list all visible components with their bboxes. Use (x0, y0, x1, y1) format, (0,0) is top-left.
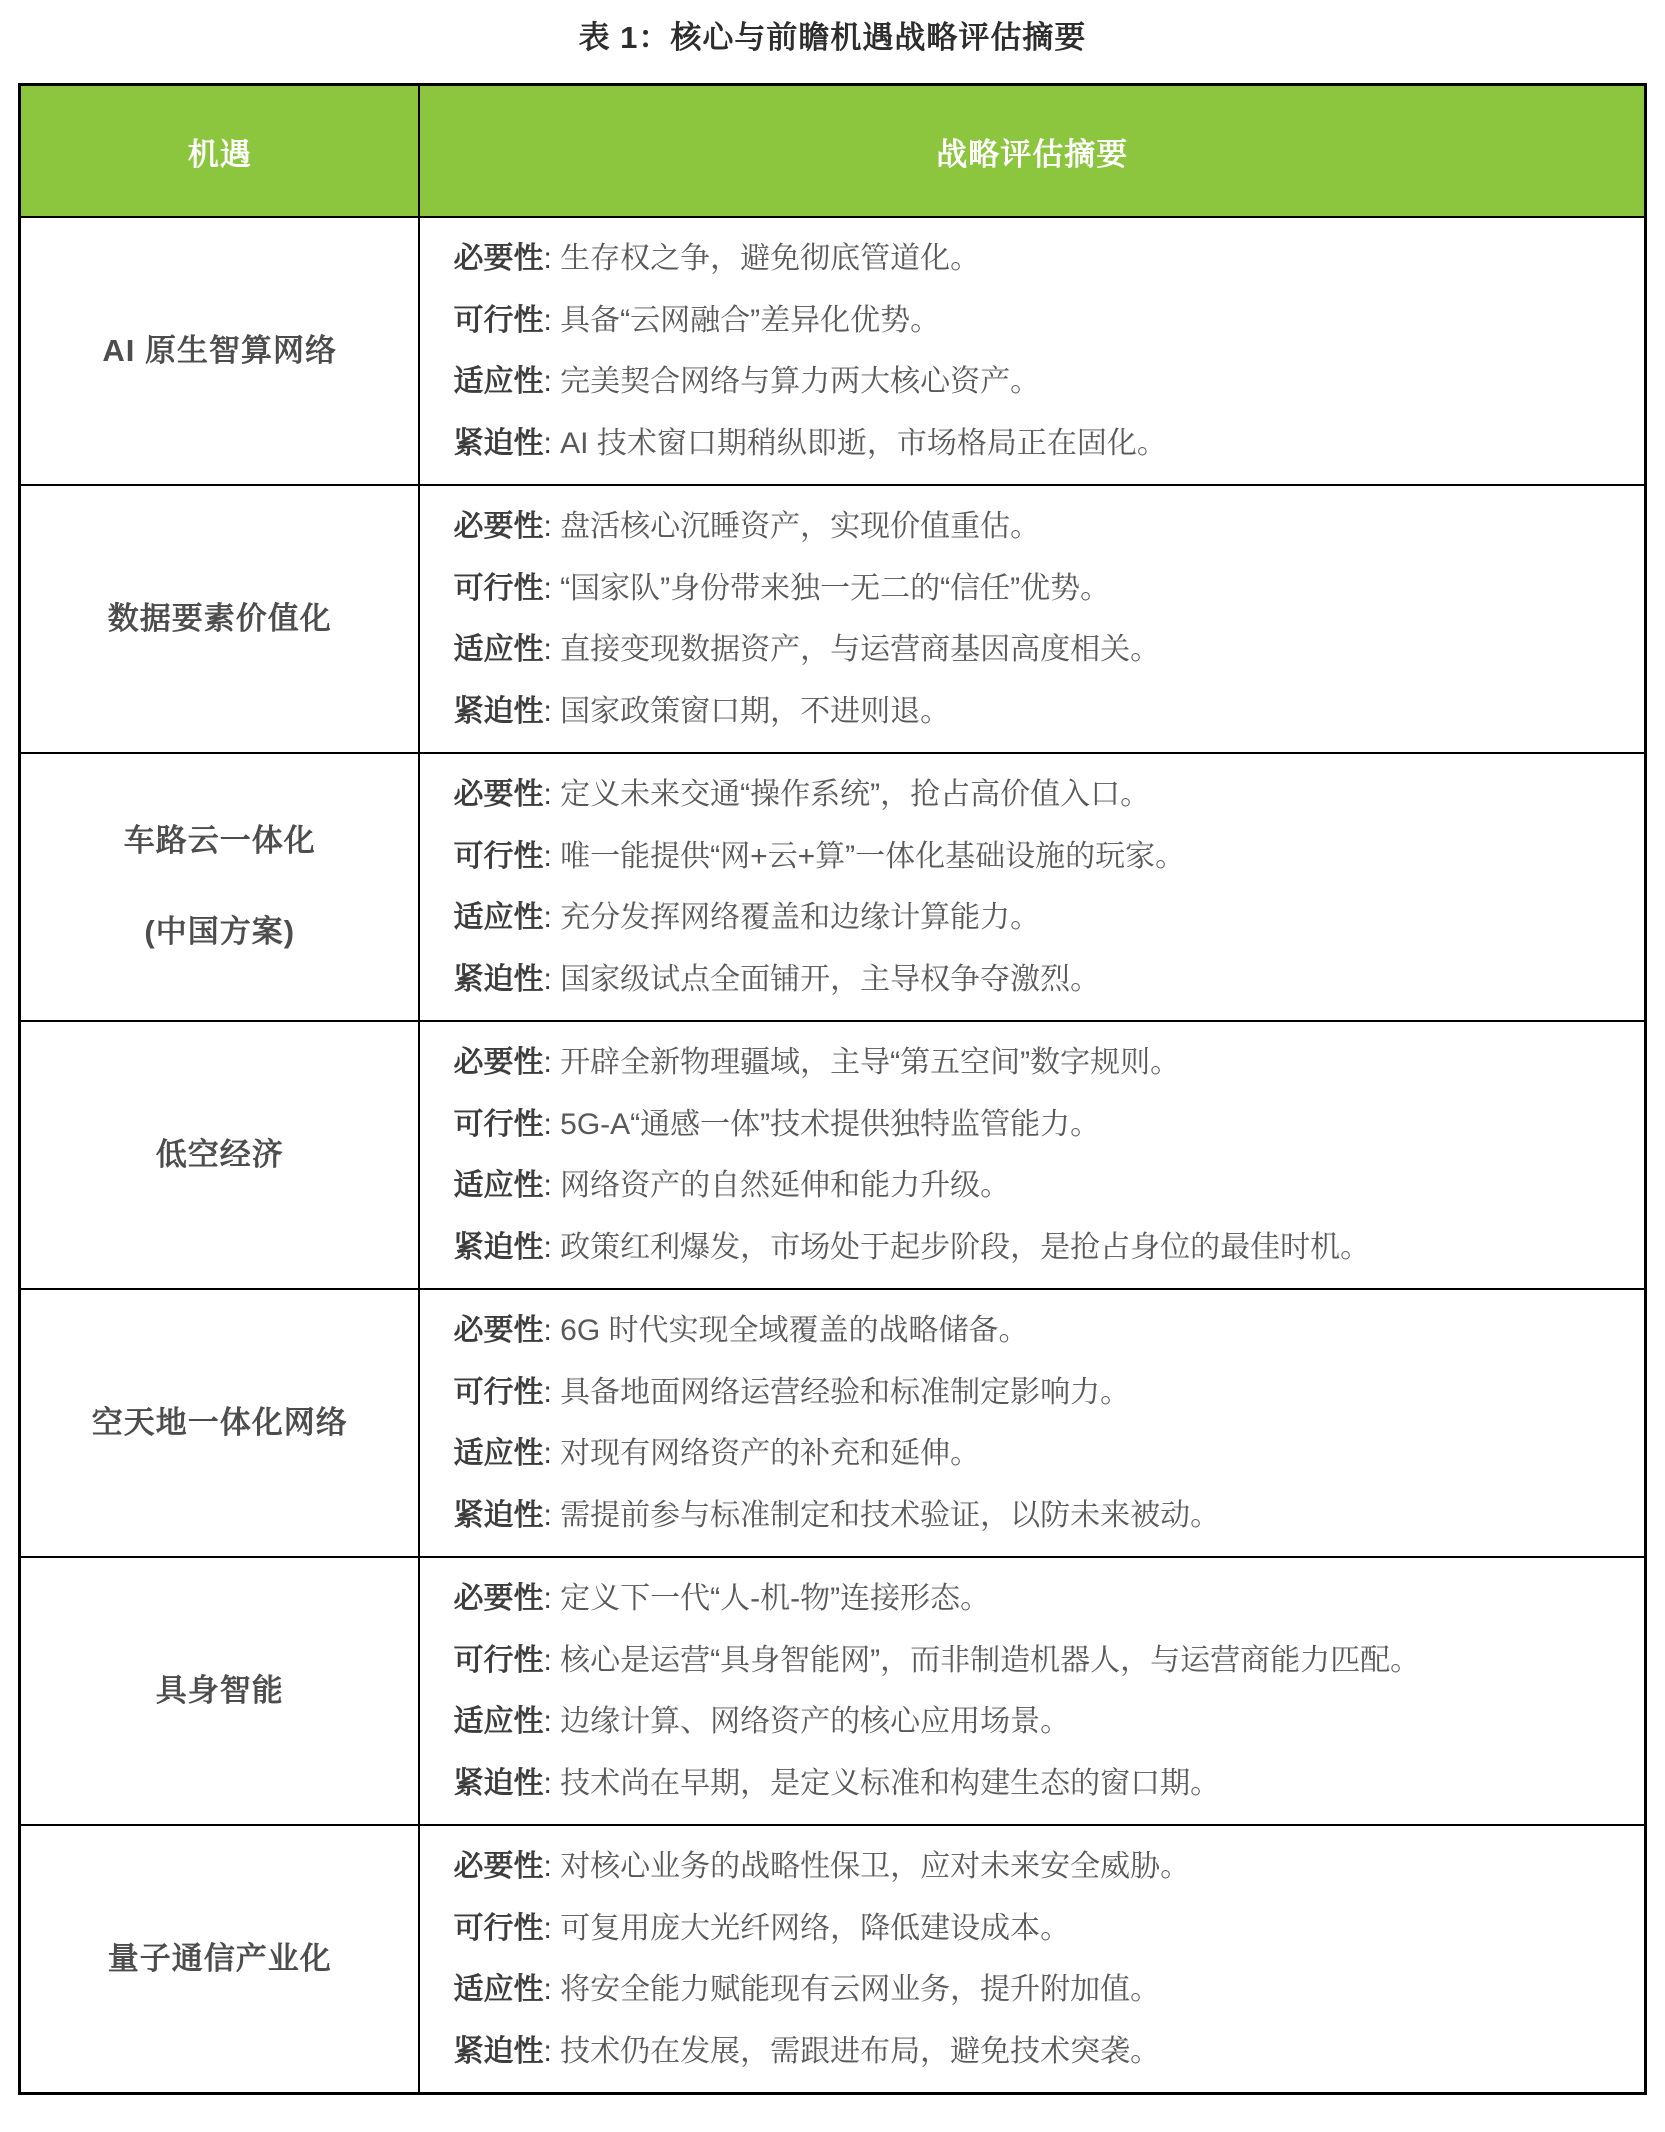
item-text: 开辟全新物理疆域，主导“第五空间”数字规则。 (560, 1046, 1181, 1079)
assessment-item (453, 619, 1620, 681)
assessment-item (453, 1032, 1620, 1094)
item-text: AI 技术窗口期稍纵即逝，市场格局正在固化。 (560, 426, 1167, 460)
item-text: 需提前参与标准制定和技术验证，以防未来被动。 (560, 1498, 1221, 1532)
opportunity-name: 车路云一体化 (123, 823, 316, 859)
summary-cell (419, 753, 1645, 1021)
item-separator: : (543, 1107, 561, 1141)
item-separator: : (543, 633, 561, 666)
table-row (20, 1021, 1646, 1289)
opportunity-name: 数据要素价值化 (107, 600, 332, 636)
assessment-item (453, 413, 1620, 475)
item-text: 具备“云网融合”差异化优势。 (560, 303, 941, 337)
opportunity-name: 量子通信产业化 (107, 1940, 332, 1976)
item-separator: : (543, 778, 561, 811)
item-label: 可行性 (453, 839, 544, 873)
item-separator: : (543, 1766, 561, 1800)
assessment-item (453, 2021, 1620, 2083)
item-separator: : (543, 2034, 561, 2068)
summary-cell (419, 1289, 1645, 1557)
item-label: 必要性 (453, 1850, 544, 1883)
item-separator: : (543, 1643, 561, 1677)
opportunity-cell (20, 1557, 420, 1825)
item-separator: : (543, 694, 561, 728)
item-separator: : (543, 1230, 561, 1264)
item-text: 直接变现数据资产，与运营商基因高度相关。 (560, 633, 1161, 666)
assessment-item (453, 1753, 1620, 1815)
assessment-item (453, 1362, 1620, 1424)
item-separator: : (543, 1705, 561, 1738)
assessment-item (453, 1155, 1620, 1217)
table-row (20, 1289, 1646, 1557)
opportunity-name: AI 原生智算网络 (102, 332, 338, 368)
item-text: 政策红利爆发，市场处于起步阶段，是抢占身位的最佳时机。 (560, 1230, 1371, 1264)
summary-cell (419, 485, 1645, 753)
item-label: 紧迫性 (453, 694, 544, 728)
item-label: 适应性 (453, 1705, 544, 1738)
opportunity-cell (20, 485, 420, 753)
assessment-item (453, 290, 1620, 352)
item-separator: : (543, 839, 561, 873)
item-separator: : (543, 1169, 561, 1202)
item-separator: : (543, 1314, 561, 1347)
header-row (20, 85, 1646, 218)
item-text: 国家政策窗口期，不进则退。 (560, 694, 951, 728)
item-text: 完美契合网络与算力两大核心资产。 (560, 365, 1041, 398)
assessment-item (453, 764, 1620, 826)
item-label: 必要性 (453, 1314, 544, 1347)
item-separator: : (543, 1911, 561, 1945)
item-label: 适应性 (453, 1973, 544, 2006)
opportunity-name: 低空经济 (155, 1136, 284, 1172)
opportunity-cell (20, 217, 420, 485)
item-text: 国家级试点全面铺开，主导权争夺激烈。 (560, 962, 1101, 996)
table-row (20, 217, 1646, 485)
summary-cell (419, 217, 1645, 485)
item-label: 适应性 (453, 901, 544, 934)
item-label: 紧迫性 (453, 1498, 544, 1532)
item-text: 唯一能提供“网+云+算”一体化基础设施的玩家。 (560, 839, 1186, 873)
assessment-item (453, 887, 1620, 949)
item-label: 必要性 (453, 778, 544, 811)
table-row (20, 485, 1646, 753)
assessment-item (453, 1691, 1620, 1753)
assessment-item (453, 1423, 1620, 1485)
assessment-item (453, 558, 1620, 620)
item-text: 定义未来交通“操作系统”，抢占高价值入口。 (560, 778, 1151, 811)
item-label: 可行性 (453, 1911, 544, 1945)
item-label: 必要性 (453, 242, 544, 275)
assessment-item (453, 496, 1620, 558)
item-text: 定义下一代“人-机-物”连接形态。 (560, 1582, 991, 1615)
page-title: 表 1：核心与前瞻机遇战略评估摘要 (578, 20, 1087, 55)
item-text: 生存权之争，避免彻底管道化。 (560, 242, 981, 275)
item-label: 紧迫性 (453, 962, 544, 996)
opportunity-cell (20, 1289, 420, 1557)
opportunity-name: 具身智能 (155, 1672, 284, 1708)
item-separator: : (543, 1850, 561, 1883)
item-label: 紧迫性 (453, 1230, 544, 1264)
opportunity-cell (20, 753, 420, 1021)
table-row (20, 753, 1646, 1021)
item-separator: : (543, 426, 561, 460)
summary-cell (419, 1825, 1645, 2094)
item-separator: : (543, 901, 561, 934)
item-separator: : (543, 1973, 561, 2006)
assessment-item (453, 681, 1620, 743)
item-text: 将安全能力赋能现有云网业务，提升附加值。 (560, 1973, 1161, 2006)
item-label: 可行性 (453, 1375, 544, 1409)
item-label: 可行性 (453, 303, 544, 337)
item-text: 对核心业务的战略性保卫，应对未来安全威胁。 (560, 1850, 1191, 1883)
assessment-item (453, 1485, 1620, 1547)
assessment-item (453, 1094, 1620, 1156)
strategy-evaluation-table (18, 83, 1647, 2095)
item-label: 紧迫性 (453, 1766, 544, 1800)
item-text: 核心是运营“具身智能网”，而非制造机器人，与运营商能力匹配。 (560, 1643, 1421, 1677)
item-text: 技术仍在发展，需跟进布局，避免技术突袭。 (560, 2034, 1161, 2068)
item-separator: : (543, 571, 561, 605)
item-text: 5G-A“通感一体”技术提供独特监管能力。 (560, 1107, 1101, 1141)
item-label: 必要性 (453, 1046, 544, 1079)
assessment-item (453, 1898, 1620, 1960)
item-text: “国家队”身份带来独一无二的“信任”优势。 (560, 571, 1111, 605)
summary-cell (419, 1557, 1645, 1825)
column-header-summary: 战略评估摘要 (419, 85, 1645, 218)
assessment-item (453, 228, 1620, 290)
item-text: 网络资产的自然延伸和能力升级。 (560, 1169, 1011, 1202)
item-separator: : (543, 1582, 561, 1615)
item-label: 适应性 (453, 1437, 544, 1470)
column-header-opportunity: 机遇 (20, 85, 420, 218)
item-text: 边缘计算、网络资产的核心应用场景。 (560, 1705, 1071, 1738)
item-text: 具备地面网络运营经验和标准制定影响力。 (560, 1375, 1131, 1409)
summary-cell (419, 1021, 1645, 1289)
opportunity-cell (20, 1825, 420, 2094)
opportunity-name: 空天地一体化网络 (91, 1404, 348, 1440)
assessment-item (453, 949, 1620, 1011)
assessment-item (453, 1836, 1620, 1898)
table-row (20, 1557, 1646, 1825)
assessment-item (453, 1630, 1620, 1692)
item-text: 盘活核心沉睡资产，实现价值重估。 (560, 510, 1041, 543)
item-label: 必要性 (453, 510, 544, 543)
item-separator: : (543, 242, 561, 275)
opportunity-cell (20, 1021, 420, 1289)
item-text: 对现有网络资产的补充和延伸。 (560, 1437, 981, 1470)
item-separator: : (543, 365, 561, 398)
item-separator: : (543, 1375, 561, 1409)
item-text: 6G 时代实现全域覆盖的战略储备。 (560, 1314, 1029, 1347)
item-label: 适应性 (453, 1169, 544, 1202)
table-row (20, 1825, 1646, 2094)
item-text: 技术尚在早期，是定义标准和构建生态的窗口期。 (560, 1766, 1221, 1800)
item-label: 必要性 (453, 1582, 544, 1615)
item-label: 可行性 (453, 571, 544, 605)
item-label: 适应性 (453, 633, 544, 666)
item-label: 可行性 (453, 1643, 544, 1677)
item-label: 适应性 (453, 365, 544, 398)
item-text: 充分发挥网络覆盖和边缘计算能力。 (560, 901, 1041, 934)
item-separator: : (543, 303, 561, 337)
item-separator: : (543, 1437, 561, 1470)
item-label: 可行性 (453, 1107, 544, 1141)
assessment-item (453, 826, 1620, 888)
item-separator: : (543, 510, 561, 543)
item-separator: : (543, 1498, 561, 1532)
assessment-item (453, 1217, 1620, 1279)
assessment-item (453, 351, 1620, 413)
assessment-item (453, 1300, 1620, 1362)
item-label: 紧迫性 (453, 2034, 544, 2068)
opportunity-name-line2: (中国方案) (144, 914, 296, 949)
item-separator: : (543, 962, 561, 996)
item-separator: : (543, 1046, 561, 1079)
assessment-item (453, 1959, 1620, 2021)
item-label: 紧迫性 (453, 426, 544, 460)
item-text: 可复用庞大光纤网络，降低建设成本。 (560, 1911, 1071, 1945)
assessment-item (453, 1568, 1620, 1630)
